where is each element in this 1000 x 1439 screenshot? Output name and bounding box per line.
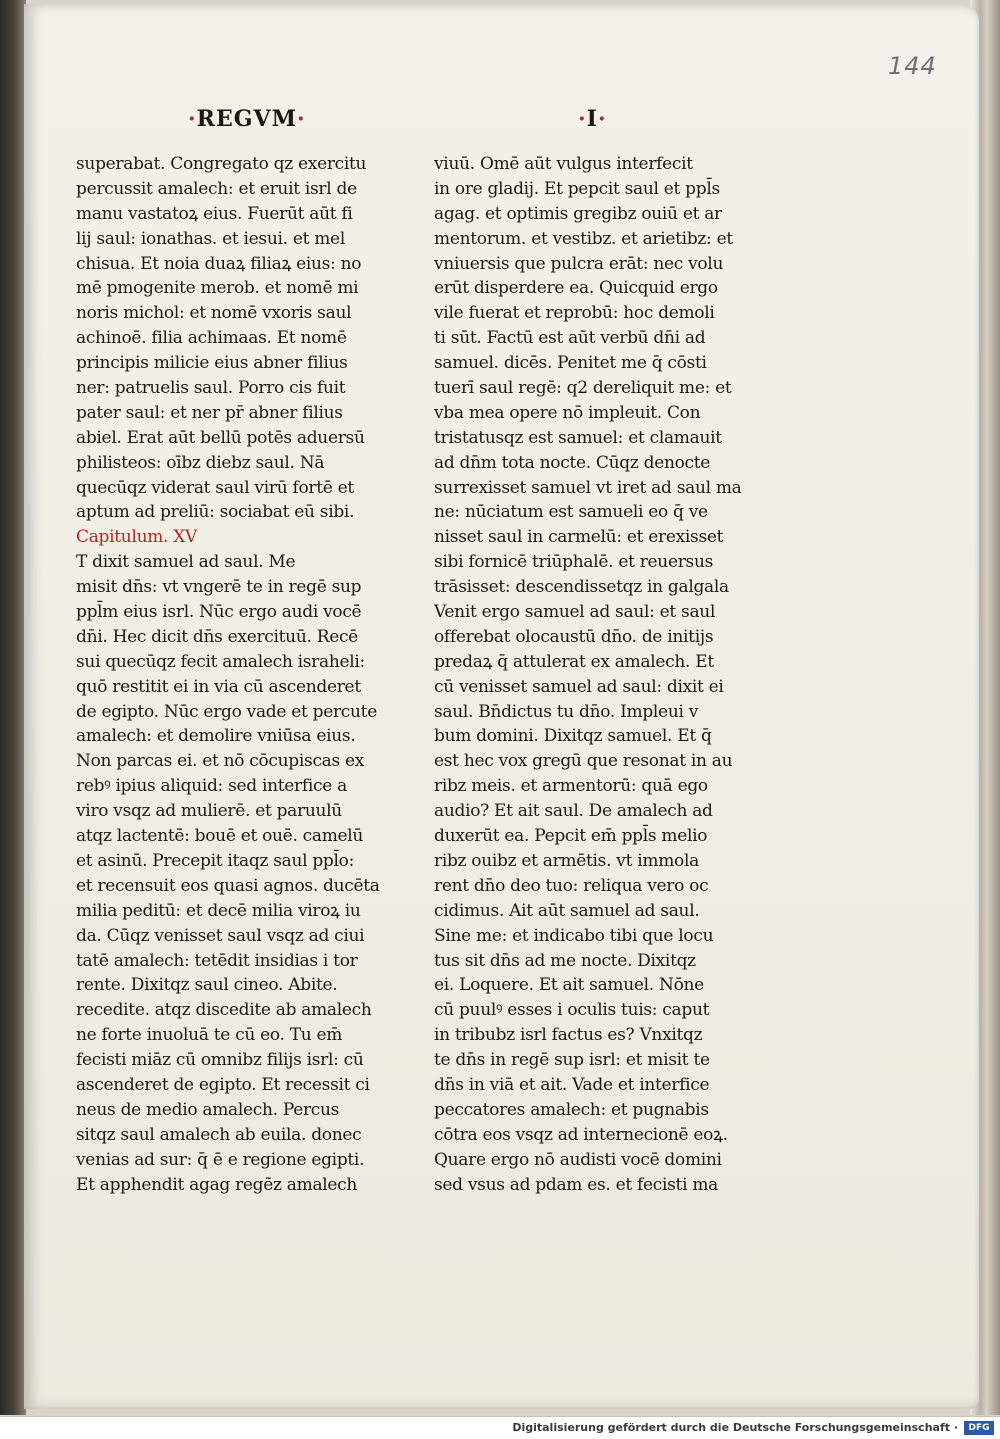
text-line: tuerī saul regē: q2 dereliquit me: et [434, 378, 732, 399]
text-line: atqz lactentē: bouē et ouē. camelū [76, 826, 364, 847]
text-line: ribz ouibz et armētis. vt immola [434, 850, 699, 871]
text-line: cū venisset samuel ad saul: dixit ei [434, 676, 724, 697]
text-line: ne forte inuoluā te cū eo. Tu em̄ [76, 1025, 343, 1046]
text-line: viro vsqz ad mulierē. et paruulū [76, 801, 342, 822]
text-line: abiel. Erat aūt bellū potēs aduersū [76, 427, 365, 448]
text-line: lij saul: ionathas. et iesui. et mel [76, 228, 345, 249]
text-line: aptum ad preliū: sociabat eū sibi. [76, 502, 355, 523]
text-line: dn̄s in viā et ait. Vade et interfice [434, 1074, 710, 1095]
text-line: superabat. Congregato qz exercitu [76, 154, 367, 174]
text-line: saul. Bn̄dictus tu dn̄o. Impleui v [434, 701, 699, 722]
text-line: cōtra eos vsqz ad internecionē eoꝝ. [434, 1124, 728, 1145]
text-line: quō restitit ei in via cū ascenderet [76, 676, 361, 697]
text-line: rente. Dixitqz saul cineo. Abite. [76, 975, 338, 996]
text-line: vile fuerat et reprobū: hoc demoli [434, 303, 715, 324]
text-line: in ore gladij. Et pepcit saul et ppl̄s [434, 178, 720, 199]
text-line: ad dn̄m tota nocte. Cūqz denocte [434, 452, 711, 473]
text-line: de egipto. Nūc ergo vade et percute [76, 701, 377, 722]
text-line: principis milicie eius abner filius [76, 353, 348, 374]
text-line: viuū. Omē aūt vulgus interfecit [434, 154, 693, 174]
text-line: sui quecūqz fecit amalech israheli: [76, 651, 365, 672]
text-line: Sine me: et indicabo tibi que locu [434, 925, 714, 946]
text-line: ner: patruelis saul. Porro cis fuit [76, 378, 346, 399]
text-line: Quare ergo nō audisti vocē domini [434, 1149, 722, 1170]
text-line: recedite. atqz discedite ab amalech [76, 1000, 372, 1021]
text-line: surrexisset samuel vt iret ad saul ma [434, 477, 742, 498]
text-line: Venit ergo samuel ad saul: et saul [434, 602, 716, 623]
text-line: duxerūt ea. Pepcit em̄ ppl̄s melio [434, 826, 708, 847]
text-line: mē pmogenite merob. et nomē mi [76, 278, 359, 299]
text-line: tristatusqz est samuel: et clamauit [434, 427, 722, 448]
text-line: T dixit samuel ad saul. Me [76, 552, 296, 573]
text-line: sitqz saul amalech ab euila. donec [76, 1124, 362, 1145]
text-line: bum domini. Dixitqz samuel. Et q̄ [434, 726, 712, 747]
text-line: offerebat olocaustū dn̄o. de initijs [434, 626, 714, 647]
text-line: quecūqz viderat saul virū fortē et [76, 477, 354, 498]
text-line: trāsisset: descendissetqz in galgala [434, 577, 729, 598]
text-line: ribz meis. et armentorū: quā ego [434, 776, 708, 797]
running-title-right-text: I [586, 106, 598, 132]
rubric-dot: · [597, 106, 607, 132]
text-line: et recensuit eos quasi agnos. ducēta [76, 875, 380, 896]
footer-bar [0, 1416, 1000, 1439]
text-line: nisset saul in carmelū: et erexisset [434, 527, 724, 548]
text-line: samuel. dicēs. Penitet me q̄ cōsti [434, 353, 707, 374]
text-line: peccatores amalech: et pugnabis [434, 1099, 709, 1120]
text-column-right [434, 152, 766, 1197]
text-line: chisua. Et noia duaꝝ filiaꝝ eius: no [76, 253, 362, 274]
text-line: predaꝝ q̄ attulerat ex amalech. Et [434, 651, 714, 672]
text-line: cidimus. Ait aūt samuel ad saul. [434, 900, 700, 921]
facing-page-fragment [2, 170, 24, 1270]
running-title-right [578, 106, 607, 132]
text-line: rebꝰ ipius aliquid: sed interfice a [76, 776, 347, 797]
text-line: fecisti miāz cū omnibz filijs isrl: cū [76, 1050, 364, 1071]
text-line: sed vsus ad pdam es. et fecisti ma [434, 1174, 718, 1195]
folio-number: 144 [888, 52, 937, 80]
text-line: ei. Loquere. Et ait samuel. Nōne [434, 975, 704, 996]
text-line: pater saul: et ner pr̄ abner filius [76, 402, 343, 423]
text-line: ppl̄m eius isrl. Nūc ergo audi vocē [76, 602, 362, 623]
text-line: est hec vox gregū que resonat in au [434, 751, 733, 772]
text-line: Capitulum. XV [76, 527, 198, 548]
text-line: neus de medio amalech. Percus [76, 1099, 340, 1120]
text-line: philisteos: oībz diebz saul. Nā [76, 452, 325, 473]
text-line: tus sit dn̄s ad me nocte. Dixitqz [434, 950, 696, 971]
text-line: noris michol: et nomē vxoris saul [76, 303, 352, 324]
dfg-logo: DFG [964, 1421, 994, 1435]
rubric-dot: · [188, 106, 197, 132]
text-line: erūt disperdere ea. Quicquid ergo [434, 278, 718, 299]
rubric-dot: · [296, 106, 306, 132]
text-line: sibi fornicē triūphalē. et reuersus [434, 552, 714, 573]
text-line: agag. et optimis gregibz ouiū et ar [434, 203, 722, 224]
binding-edge [0, 0, 26, 1415]
text-line: misit dn̄s: vt vngerē te in regē sup [76, 577, 362, 598]
text-line: vba mea opere nō impleuit. Con [434, 402, 701, 423]
text-line: dn̄i. Hec dicit dn̄s exercituū. Recē [76, 626, 358, 647]
text-line: Et apphendit agag regēz amalech [76, 1174, 358, 1195]
text-line: amalech: et demolire vniūsa eius. [76, 726, 356, 747]
text-line: percussit amalech: et eruit isrl de [76, 178, 357, 199]
text-line: cū puulꝰ esses i oculis tuis: caput [434, 1000, 710, 1021]
text-line: audio? Et ait saul. De amalech ad [434, 801, 713, 822]
text-line: milia peditū: et decē milia viroꝝ iu [76, 900, 361, 921]
rubric-dot: · [578, 106, 587, 132]
text-line: ne: nūciatum est samueli eo q̄ ve [434, 502, 708, 523]
text-column-left [76, 152, 388, 1197]
text-line: Non parcas ei. et nō cōcupiscas ex [76, 751, 365, 772]
text-line: ascenderet de egipto. Et recessit ci [76, 1074, 370, 1095]
text-line: manu vastatoꝝ eius. Fuerūt aūt fi [76, 203, 353, 224]
text-line: in tribubz isrl factus es? Vnxitqz [434, 1025, 703, 1046]
funding-credit: Digitalisierung gefördert durch die Deutsche Forschungsgemeinschaft · [512, 1421, 958, 1434]
text-line: rent dn̄o deo tuo: reliqua vero oc [434, 875, 709, 896]
text-line: et asinū. Precepit itaqz saul ppl̄o: [76, 850, 355, 871]
text-line: mentorum. et vestibz. et arietibz: et [434, 228, 733, 249]
text-line: achinoē. filia achimaas. Et nomē [76, 328, 347, 349]
text-line: ti sūt. Factū est aūt verbū dn̄i ad [434, 328, 706, 349]
running-title-left-text: REGVM [196, 106, 297, 132]
text-line: vniuersis que pulcra erāt: nec volu [434, 253, 724, 274]
text-line: venias ad sur: q̄ ē e regione egipti. [76, 1149, 365, 1170]
running-title-left [188, 106, 306, 132]
text-line: te dn̄s in regē sup isrl: et misit te [434, 1050, 710, 1071]
text-line: tatē amalech: tetēdit insidias i tor [76, 950, 358, 971]
text-line: da. Cūqz venisset saul vsqz ad ciui [76, 925, 365, 946]
